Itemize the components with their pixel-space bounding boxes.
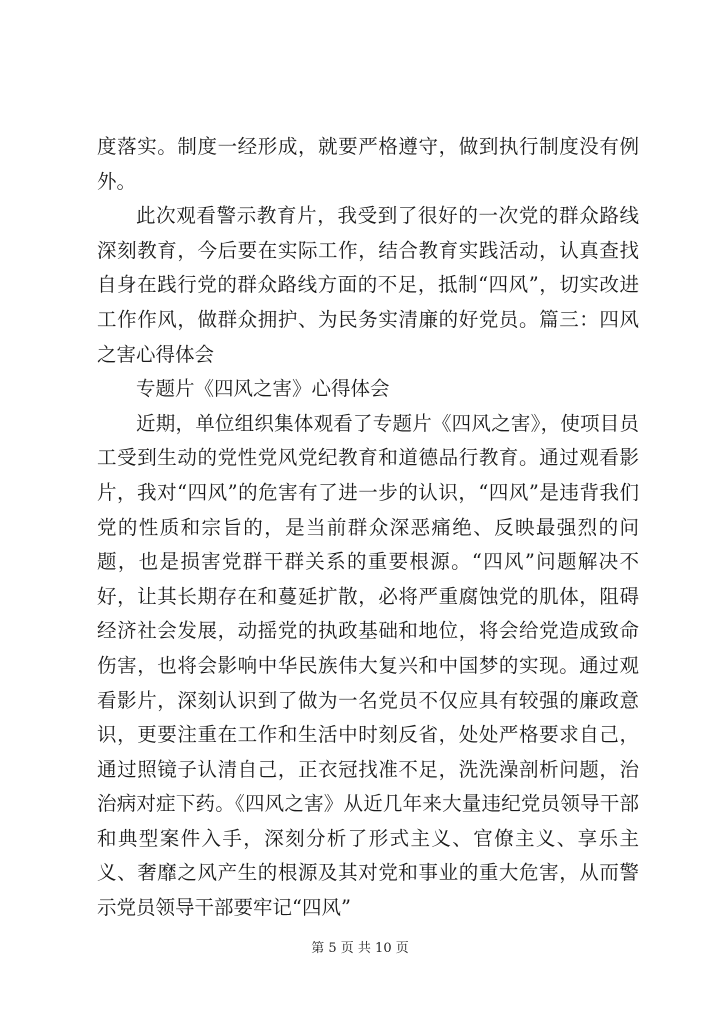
paragraph-warning-film: 此次观看警示教育片，我受到了很好的一次党的群众路线深刻教育，今后要在实际工作，结合教育实践活动，认真查找自身在践行党的群众路线方面的不足，抵制“四风”，切实改进工作作风，做群众拥护、为民务实清廉的好党员。篇三：四风之害心得体会 bbox=[97, 204, 639, 366]
page-footer: 第 5 页 共 10 页 bbox=[311, 941, 409, 956]
paragraph-main: 近期，单位组织集体观看了专题片《四风之害》，使项目员工受到生动的党性党风党纪教育和道德品行教育。通过观看影片，我对“四风”的危害有了进一步的认识，“四风”是违背我们党的性质和宗旨的，是当前群众深恶痛绝、反映最强烈的问题，也是损害党群干群关系的重要根源。“四风”问题解决不好，让其长期存在和蔓延扩散，必将严重腐蚀党的肌体，阻碍经济社会发展，动摇党的执政基础和地位，将会给党造成致命伤害，也将会影响中华民族伟大复兴和中国梦的实现。通过观看影片，深刻认识到了做为一名党员不仅应具有较强的廉政意识，更要注重在工作和生活中时刻反省，处处严格要求自己，通过照镜子认清自己，正衣冠找准不足，洗洗澡剖析问题，治治病对症下药。《四风之害》从近几年来大量违纪党员领导干部和典型案件入手，深刻分析了形式主义、官僚主义、享乐主义、奢靡之风产生的根源及其对党和事业的重大危害，从而警示党员领导干部要牢记“四风” bbox=[97, 411, 639, 920]
section-heading: 专题片《四风之害》心得体会 bbox=[136, 377, 390, 401]
body-text bbox=[97, 130, 639, 926]
paragraph-continuation: 度落实。制度一经形成，就要严格遵守，做到执行制度没有例外。 bbox=[97, 135, 639, 193]
